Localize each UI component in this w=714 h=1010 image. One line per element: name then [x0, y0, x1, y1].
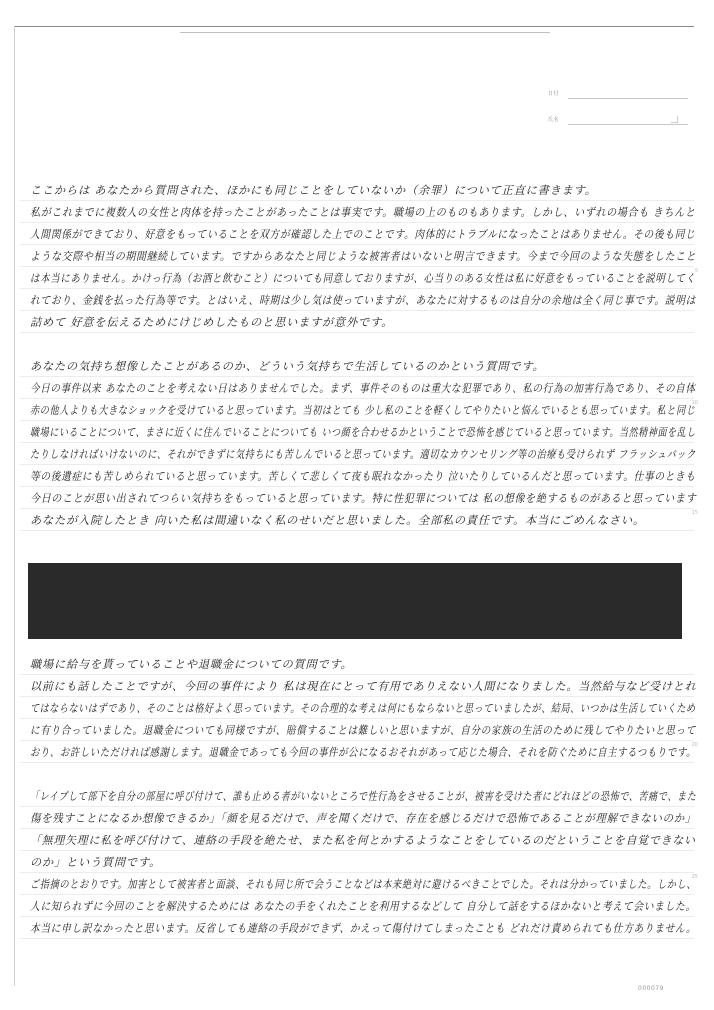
redaction-block: [28, 563, 682, 639]
header-field-rule: [568, 98, 688, 99]
statement-section-2: [30, 356, 696, 532]
handwritten-line: 職場にいることについて、まさに近くに住んでいることについても いつ顔を合わせるかということで恐怖を感じていると思っています。当然精神面を乱し: [30, 426, 696, 439]
handwritten-line: 人間関係ができており、好意をもっていることを双方が確認した上でのことです。肉体的にトラブルになったことはありません。その後も同じ: [30, 228, 696, 241]
statement-section-4: [30, 786, 696, 940]
handwritten-line: 等の後遺症にも苦しめられていると思っています。苦しくて悲しくて夜も眠れなかったり 泣いたりしているんだと思っています。仕事のときも: [30, 470, 696, 483]
handwritten-line: ご指摘のとおりです。加害として被害者と面談、それも同じ所で会うことなどは本来絶対に避けるべきことでした。それは分かっていました。しかし、: [30, 878, 697, 891]
margin-mark: 15: [691, 510, 698, 516]
corner-mark: [671, 116, 678, 123]
statement-section-3: [30, 654, 696, 764]
handwritten-line: 「レイプして部下を自分の部屋に呼び付けて、誰も止める者がいないところで性行為をさせることが、被害を受けた者にどれほどの恐怖で、苦痛で、また: [30, 790, 697, 803]
header-field-date: [548, 86, 688, 112]
handwritten-line: 赤の他人よりも大きなショックを受けていると思っています。当初はとても 少し私のことを軽くしてやりたいと悩んでいるとも思っています。私と同じ: [30, 404, 696, 417]
header-field-label: 日付: [548, 91, 560, 97]
handwritten-line: 本当に申し訳なかったと思います。反省しても連絡の手段ができず、かえって傷付けてしまったことも どれだけ責められても仕方ありません。: [30, 922, 697, 935]
handwritten-line: ここからは あなたから質問された、ほかにも同じことをしていないか（余罪）について正直に書きます。: [30, 184, 597, 197]
margin-mark: 20: [691, 742, 698, 748]
handwritten-line: あなたが入院したとき 向いた私は間違いなく私のせいだと思いました。全部私の責任です。本当にごめんなさい。: [30, 514, 645, 527]
handwritten-line: あなたの気持ち想像したことがあるのか、どういう気持ちで生活しているのかという質問です。: [30, 360, 545, 373]
handwritten-line: は本当にありません。かけっ行為（お酒と飲むこと）についても同意しておりますが、心当りのある女性は私に好意をもっていることを説明してく: [30, 272, 696, 285]
header-fields: [548, 86, 688, 138]
header-field-name: [548, 112, 688, 138]
handwritten-line: に有り合っていました。退職金についても同様ですが、賠償することは難しいと思いますが、自分の家族の生活のために残してやりたいと思って: [30, 724, 696, 737]
page-left-edge: [14, 26, 15, 986]
handwritten-line: 今日の事件以来 あなたのことを考えない日はありませんでした。まず、事件そのものは重大な犯罪であり、私の行為の加害行為であり、その自体: [30, 382, 696, 395]
handwritten-line: 人に知られずに今回のことを解決するためには あなたの手をくれたことを利用するなどして 自分して話をするほかないと考えて会いました。: [30, 900, 696, 913]
margin-mark: 10: [691, 400, 698, 406]
handwritten-line: 今日のことが思い出されてつらい気持ちをもっていると思っています。特に性犯罪については 私の想像を絶するものがあると思っています: [30, 492, 697, 505]
handwritten-line: 私がこれまでに複数人の女性と肉体を持ったことがあったことは事実です。職場の上のものもあります。しかし、いずれの場合も きちんと: [30, 206, 696, 219]
margin-mark: 5: [694, 268, 698, 274]
handwritten-line: たりしなければいけないのに、それができずに気持ちにも苦しんでいると思っています。適切なカウンセリング等の治療も受けられず フラッシュバック: [30, 448, 696, 461]
handwritten-line: 「無理矢理に私を呼び付けて、連絡の手段を絶たせ、また私を何とかするようなことをしているのだということを自覚できない: [30, 834, 696, 847]
handwritten-line: おり、お許しいただければ感謝します。退職金であっても今回の事件が公になるおそれがあって応じた場合、それを防ぐために自主するつもりです。: [30, 746, 697, 759]
margin-mark: 25: [691, 874, 698, 880]
header-field-rule: [568, 124, 688, 125]
statement-section-1: [30, 180, 696, 334]
handwritten-line: ような交際や相当の期間継続しています。ですからあなたと同じような被害者はいないと明言できます。今まで今回のような失態をしたこと: [30, 250, 697, 263]
page-code: 000079: [638, 985, 664, 992]
page-top-border: [14, 26, 694, 27]
handwritten-line: てはならないはずであり、そのことは格好よく思っています。その合理的な考えは何にもならないと思っていましたが、結局、いつかは生活していくため: [30, 702, 696, 715]
page-top-rule: [180, 32, 550, 33]
handwritten-line: 傷を残すことになるか想像できるか」「顔を見るだけで、声を聞くだけで、存在を感じるだけで恐怖であることが理解できないのか」: [30, 812, 697, 825]
handwritten-line: 職場に給与を貰っていることや退職金についての質問です。: [30, 658, 353, 671]
handwritten-line: のか」という質問です。: [30, 856, 161, 869]
handwritten-line: れており、金銭を払った行為等です。とはいえ、時期は少し気は使っていますが、あなたに対するものは自分の余地は全く同じ事です。説明は: [30, 294, 697, 307]
header-field-label: 氏名: [548, 117, 560, 123]
handwritten-line: 以前にも話したことですが、今回の事件により 私は現在にとって有用でありえない人間になりました。当然給与など受けとれ: [30, 680, 697, 693]
handwritten-line: 詰めて 好意を伝えるためにけじめしたものと思いますが意外です。: [30, 316, 394, 329]
